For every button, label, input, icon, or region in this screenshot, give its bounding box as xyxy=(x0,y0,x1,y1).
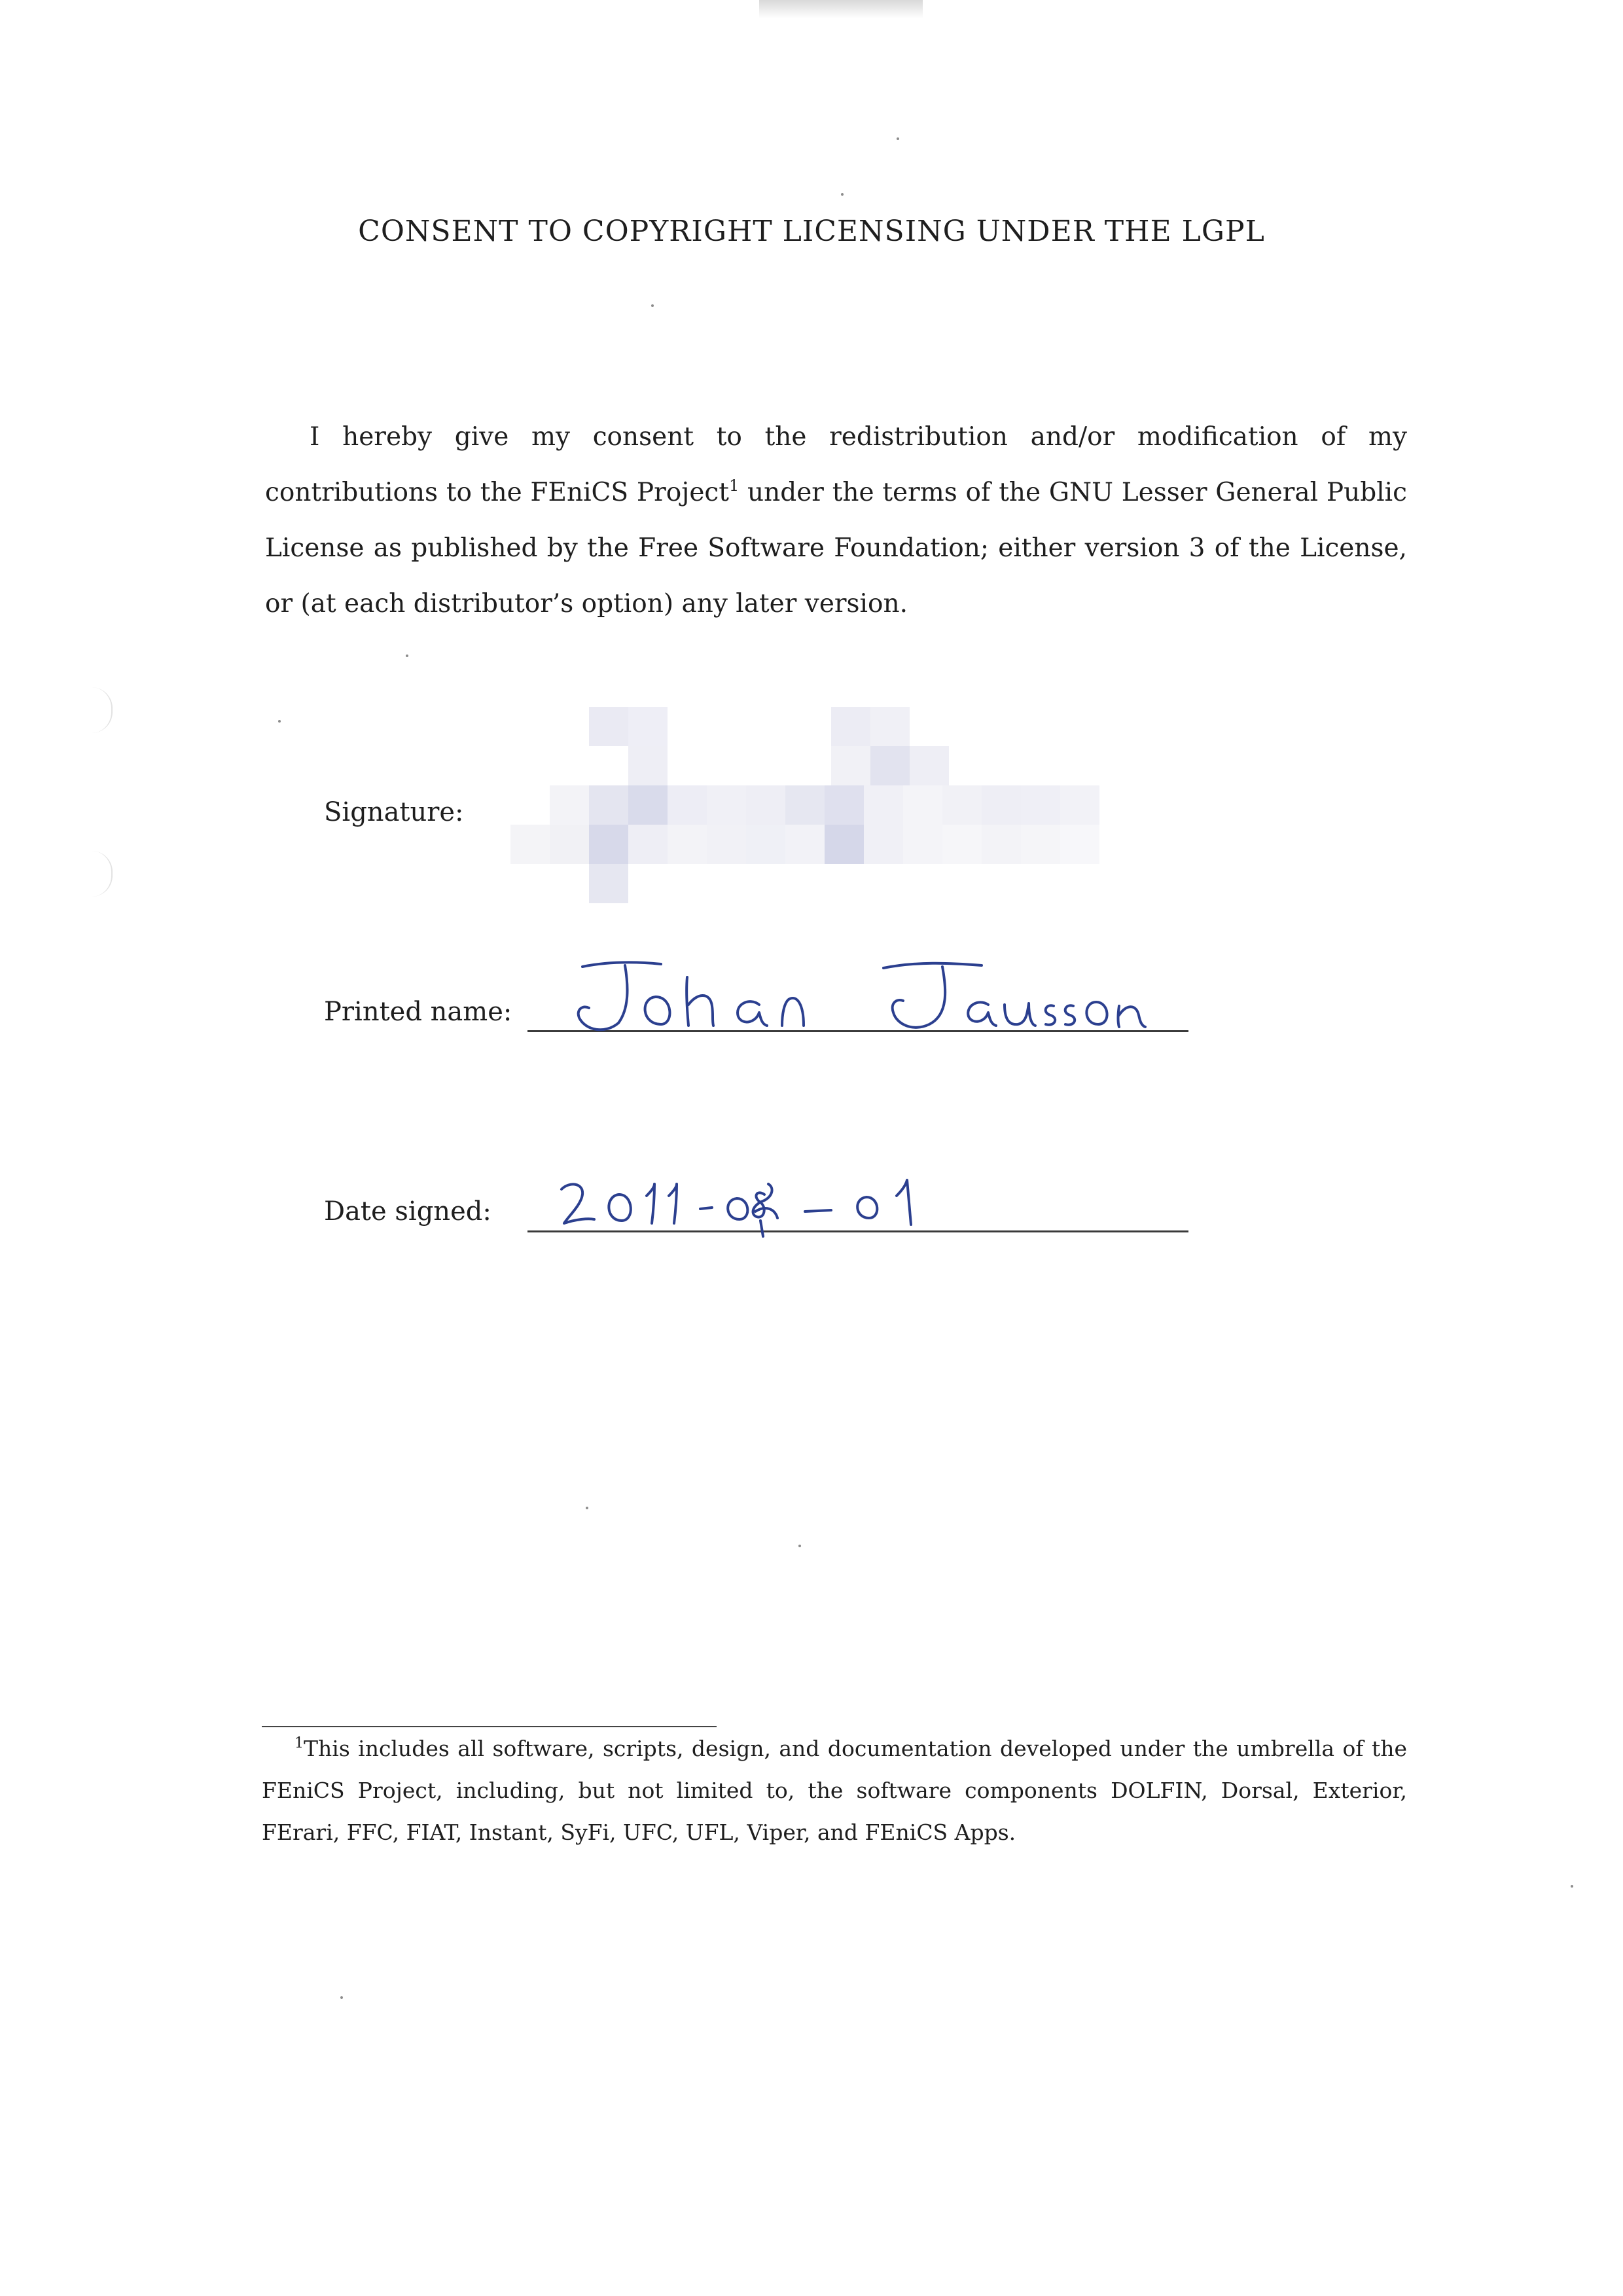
scan-speck xyxy=(651,304,654,307)
date-signed-label: Date signed: xyxy=(324,1196,491,1227)
consent-text: I hereby give my consent to the redistribution and/or modification of my contributions to the FEniCS Project xyxy=(265,422,1407,507)
consent-paragraph xyxy=(265,409,1407,632)
scan-speck xyxy=(841,193,844,196)
footnote-marker: 1 xyxy=(294,1735,304,1751)
footnote-separator xyxy=(262,1726,717,1727)
consent-text-continued: under the terms of the GNU Lesser General Public License as published by the Free Software Foundation; either version 3 of the License, or (at each distributor’s option) any later version. xyxy=(265,478,1407,619)
printed-name-handwriting xyxy=(563,952,1152,1037)
punch-hole-mark xyxy=(92,687,113,733)
date-handwriting xyxy=(556,1155,1014,1253)
footnote xyxy=(262,1728,1407,1854)
signature-redaction xyxy=(504,655,1296,929)
document-title: CONSENT TO COPYRIGHT LICENSING UNDER THE LGPL xyxy=(358,215,1265,248)
scan-speck xyxy=(406,655,408,657)
punch-hole-mark xyxy=(92,851,113,897)
footnote-reference: 1 xyxy=(728,476,740,495)
scan-shadow xyxy=(759,0,923,18)
signature-label: Signature: xyxy=(324,797,464,827)
scan-speck xyxy=(1571,1885,1573,1888)
scan-speck xyxy=(798,1545,801,1547)
printed-name-label: Printed name: xyxy=(324,997,512,1027)
scan-speck xyxy=(897,137,899,140)
footnote-text: This includes all software, scripts, design, and documentation developed under the umbrella of the FEniCS Project, including, but not limited to, the software components DOLFIN, Dorsal, Exterior, FErari, FFC, FIAT, Instant, SyFi, UFC, UFL, Viper, and FEniCS Apps. xyxy=(262,1736,1407,1845)
scan-speck xyxy=(586,1507,588,1509)
scan-speck xyxy=(340,1996,343,1999)
scan-speck xyxy=(278,720,281,723)
